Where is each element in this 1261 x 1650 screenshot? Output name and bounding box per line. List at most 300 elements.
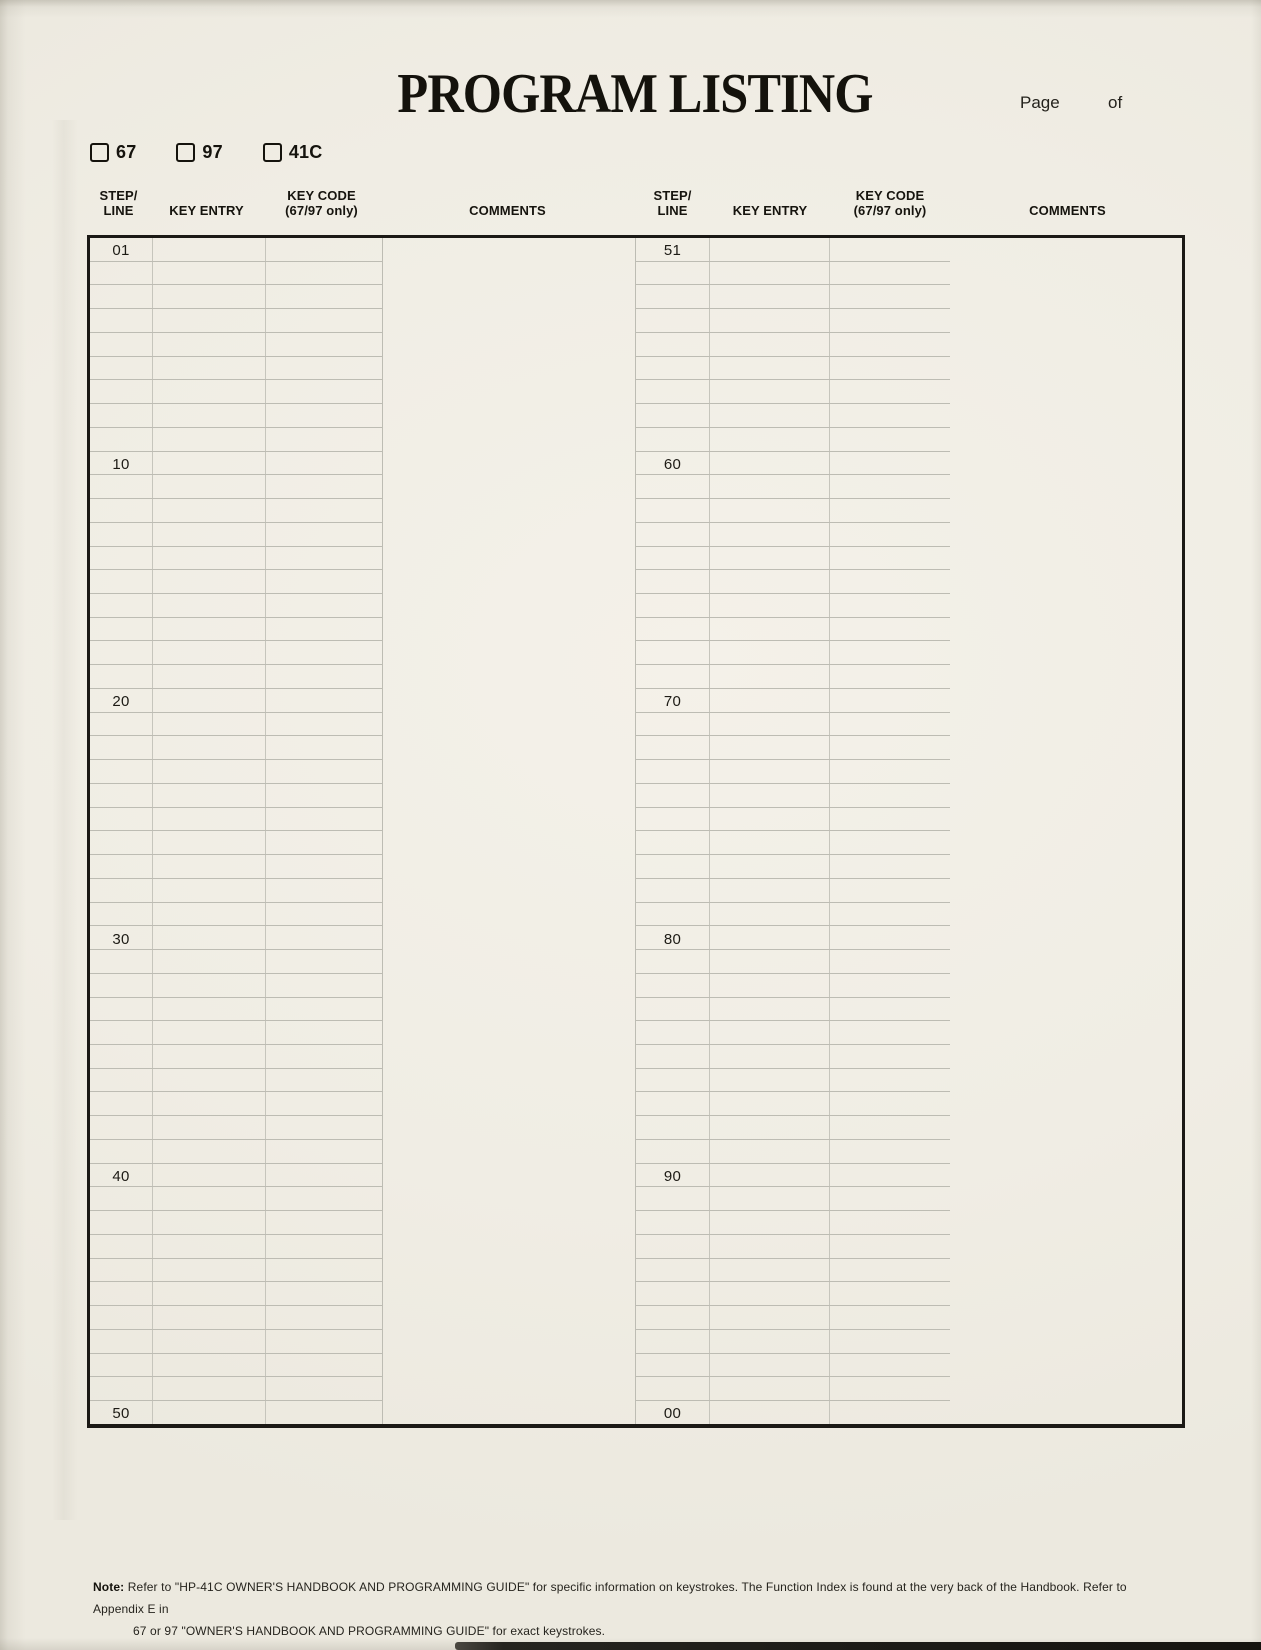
key-entry-cell[interactable] <box>153 1187 266 1210</box>
step-cell[interactable] <box>90 1282 153 1305</box>
step-cell[interactable] <box>636 1235 710 1258</box>
key-entry-cell[interactable] <box>710 570 830 593</box>
key-code-cell[interactable] <box>266 618 383 641</box>
key-code-cell[interactable] <box>266 950 383 973</box>
key-entry-cell[interactable] <box>153 1306 266 1329</box>
step-cell[interactable] <box>90 1140 153 1163</box>
key-entry-cell[interactable] <box>153 1282 266 1305</box>
key-entry-cell[interactable] <box>710 1306 830 1329</box>
key-code-cell[interactable] <box>830 1021 950 1044</box>
key-code-cell[interactable] <box>266 1354 383 1377</box>
key-entry-cell[interactable] <box>710 523 830 546</box>
key-code-cell[interactable] <box>830 736 950 759</box>
step-cell[interactable] <box>636 903 710 926</box>
key-entry-cell[interactable] <box>153 1021 266 1044</box>
key-entry-cell[interactable] <box>710 831 830 854</box>
key-code-cell[interactable] <box>266 333 383 356</box>
key-entry-cell[interactable] <box>710 1259 830 1282</box>
key-entry-cell[interactable] <box>710 808 830 831</box>
key-code-cell[interactable] <box>830 285 950 308</box>
key-entry-cell[interactable] <box>710 1330 830 1353</box>
key-entry-cell[interactable] <box>153 618 266 641</box>
step-number[interactable]: 20 <box>90 689 153 712</box>
key-code-cell[interactable] <box>830 1045 950 1068</box>
key-code-cell[interactable] <box>830 428 950 451</box>
key-entry-cell[interactable] <box>153 499 266 522</box>
step-cell[interactable] <box>90 974 153 997</box>
key-entry-cell[interactable] <box>153 974 266 997</box>
key-code-cell[interactable] <box>830 333 950 356</box>
key-entry-cell[interactable] <box>153 357 266 380</box>
key-entry-cell[interactable] <box>710 1187 830 1210</box>
step-cell[interactable] <box>636 594 710 617</box>
step-cell[interactable] <box>636 665 710 688</box>
key-entry-cell[interactable] <box>710 736 830 759</box>
key-entry-cell[interactable] <box>153 1377 266 1400</box>
step-cell[interactable] <box>636 736 710 759</box>
key-entry-cell[interactable] <box>710 974 830 997</box>
step-cell[interactable] <box>636 950 710 973</box>
key-entry-cell[interactable] <box>710 713 830 736</box>
step-cell[interactable] <box>636 1187 710 1210</box>
key-entry-cell[interactable] <box>153 1354 266 1377</box>
key-entry-cell[interactable] <box>153 1045 266 1068</box>
step-cell[interactable] <box>636 499 710 522</box>
key-code-cell[interactable] <box>830 452 950 475</box>
key-entry-cell[interactable] <box>710 618 830 641</box>
key-entry-cell[interactable] <box>710 1116 830 1139</box>
key-entry-cell[interactable] <box>153 1259 266 1282</box>
step-number[interactable]: 51 <box>636 238 710 261</box>
step-cell[interactable] <box>90 380 153 403</box>
key-entry-cell[interactable] <box>153 262 266 285</box>
key-code-cell[interactable] <box>266 309 383 332</box>
key-entry-cell[interactable] <box>710 641 830 664</box>
step-cell[interactable] <box>636 475 710 498</box>
key-code-cell[interactable] <box>266 475 383 498</box>
key-code-cell[interactable] <box>830 998 950 1021</box>
key-code-cell[interactable] <box>830 926 950 949</box>
key-code-cell[interactable] <box>830 1330 950 1353</box>
key-code-cell[interactable] <box>266 1306 383 1329</box>
key-entry-cell[interactable] <box>153 713 266 736</box>
key-code-cell[interactable] <box>830 1069 950 1092</box>
key-code-cell[interactable] <box>266 689 383 712</box>
step-cell[interactable] <box>90 499 153 522</box>
key-code-cell[interactable] <box>830 262 950 285</box>
key-entry-cell[interactable] <box>710 1282 830 1305</box>
key-code-cell[interactable] <box>266 831 383 854</box>
key-entry-cell[interactable] <box>153 808 266 831</box>
key-code-cell[interactable] <box>830 1401 950 1424</box>
step-cell[interactable] <box>90 357 153 380</box>
key-entry-cell[interactable] <box>153 547 266 570</box>
step-number[interactable]: 30 <box>90 926 153 949</box>
key-code-cell[interactable] <box>830 1211 950 1234</box>
step-cell[interactable] <box>636 404 710 427</box>
key-entry-cell[interactable] <box>153 641 266 664</box>
key-code-cell[interactable] <box>266 926 383 949</box>
step-number[interactable]: 50 <box>90 1401 153 1424</box>
step-cell[interactable] <box>636 1330 710 1353</box>
key-code-cell[interactable] <box>830 1306 950 1329</box>
key-entry-cell[interactable] <box>153 1092 266 1115</box>
key-entry-cell[interactable] <box>153 428 266 451</box>
checkbox-41c[interactable] <box>263 142 323 163</box>
key-code-cell[interactable] <box>266 1187 383 1210</box>
step-cell[interactable] <box>636 1377 710 1400</box>
key-code-cell[interactable] <box>266 879 383 902</box>
key-entry-cell[interactable] <box>153 1211 266 1234</box>
key-code-cell[interactable] <box>830 1377 950 1400</box>
key-entry-cell[interactable] <box>153 570 266 593</box>
step-cell[interactable] <box>636 641 710 664</box>
step-cell[interactable] <box>636 618 710 641</box>
key-code-cell[interactable] <box>266 357 383 380</box>
key-code-cell[interactable] <box>830 689 950 712</box>
key-entry-cell[interactable] <box>153 1401 266 1424</box>
step-cell[interactable] <box>90 1259 153 1282</box>
key-code-cell[interactable] <box>830 855 950 878</box>
step-cell[interactable] <box>636 285 710 308</box>
key-entry-cell[interactable] <box>710 855 830 878</box>
step-cell[interactable] <box>90 855 153 878</box>
key-entry-cell[interactable] <box>153 1140 266 1163</box>
key-code-cell[interactable] <box>830 238 950 261</box>
step-cell[interactable] <box>90 285 153 308</box>
step-cell[interactable] <box>90 1377 153 1400</box>
key-entry-cell[interactable] <box>710 926 830 949</box>
key-entry-cell[interactable] <box>153 380 266 403</box>
step-cell[interactable] <box>90 665 153 688</box>
step-cell[interactable] <box>636 808 710 831</box>
key-entry-cell[interactable] <box>153 831 266 854</box>
key-code-cell[interactable] <box>266 974 383 997</box>
step-cell[interactable] <box>90 1330 153 1353</box>
key-entry-cell[interactable] <box>710 1401 830 1424</box>
key-entry-cell[interactable] <box>710 547 830 570</box>
step-cell[interactable] <box>636 1306 710 1329</box>
key-entry-cell[interactable] <box>153 1164 266 1187</box>
key-entry-cell[interactable] <box>153 1330 266 1353</box>
key-entry-cell[interactable] <box>153 665 266 688</box>
step-cell[interactable] <box>636 380 710 403</box>
key-code-cell[interactable] <box>830 547 950 570</box>
key-code-cell[interactable] <box>266 855 383 878</box>
key-code-cell[interactable] <box>266 1259 383 1282</box>
key-code-cell[interactable] <box>830 499 950 522</box>
key-code-cell[interactable] <box>830 1164 950 1187</box>
step-cell[interactable] <box>90 1045 153 1068</box>
key-code-cell[interactable] <box>266 238 383 261</box>
checkbox-97[interactable] <box>176 142 222 163</box>
key-entry-cell[interactable] <box>710 475 830 498</box>
step-cell[interactable] <box>90 903 153 926</box>
key-entry-cell[interactable] <box>710 665 830 688</box>
key-entry-cell[interactable] <box>710 950 830 973</box>
step-cell[interactable] <box>90 1235 153 1258</box>
step-cell[interactable] <box>636 333 710 356</box>
key-entry-cell[interactable] <box>710 285 830 308</box>
key-entry-cell[interactable] <box>153 1235 266 1258</box>
key-code-cell[interactable] <box>830 1092 950 1115</box>
key-entry-cell[interactable] <box>710 1235 830 1258</box>
key-code-cell[interactable] <box>830 618 950 641</box>
step-cell[interactable] <box>636 1092 710 1115</box>
key-code-cell[interactable] <box>830 713 950 736</box>
checkbox-41c-box[interactable] <box>263 143 282 162</box>
comments-column-right[interactable] <box>950 238 1182 1424</box>
key-entry-cell[interactable] <box>710 404 830 427</box>
key-entry-cell[interactable] <box>710 784 830 807</box>
key-code-cell[interactable] <box>830 903 950 926</box>
key-entry-cell[interactable] <box>710 760 830 783</box>
key-code-cell[interactable] <box>830 1354 950 1377</box>
step-cell[interactable] <box>90 1211 153 1234</box>
step-cell[interactable] <box>90 784 153 807</box>
key-entry-cell[interactable] <box>153 238 266 261</box>
key-code-cell[interactable] <box>830 641 950 664</box>
key-entry-cell[interactable] <box>710 879 830 902</box>
step-cell[interactable] <box>90 1354 153 1377</box>
step-cell[interactable] <box>90 309 153 332</box>
key-entry-cell[interactable] <box>153 475 266 498</box>
key-entry-cell[interactable] <box>710 689 830 712</box>
key-entry-cell[interactable] <box>153 689 266 712</box>
key-code-cell[interactable] <box>266 1235 383 1258</box>
key-code-cell[interactable] <box>266 285 383 308</box>
key-entry-cell[interactable] <box>710 309 830 332</box>
key-entry-cell[interactable] <box>153 998 266 1021</box>
key-code-cell[interactable] <box>266 1140 383 1163</box>
step-cell[interactable] <box>90 1116 153 1139</box>
key-entry-cell[interactable] <box>710 1069 830 1092</box>
step-cell[interactable] <box>636 1045 710 1068</box>
step-cell[interactable] <box>90 618 153 641</box>
key-code-cell[interactable] <box>266 713 383 736</box>
key-code-cell[interactable] <box>266 736 383 759</box>
step-cell[interactable] <box>636 523 710 546</box>
key-code-cell[interactable] <box>266 547 383 570</box>
key-code-cell[interactable] <box>266 499 383 522</box>
key-code-cell[interactable] <box>830 1235 950 1258</box>
key-code-cell[interactable] <box>830 357 950 380</box>
key-entry-cell[interactable] <box>710 452 830 475</box>
key-code-cell[interactable] <box>830 1259 950 1282</box>
key-entry-cell[interactable] <box>153 903 266 926</box>
step-cell[interactable] <box>90 998 153 1021</box>
step-cell[interactable] <box>90 760 153 783</box>
step-cell[interactable] <box>90 879 153 902</box>
key-code-cell[interactable] <box>266 760 383 783</box>
key-code-cell[interactable] <box>830 1116 950 1139</box>
checkbox-97-box[interactable] <box>176 143 195 162</box>
key-entry-cell[interactable] <box>710 1164 830 1187</box>
step-number[interactable]: 70 <box>636 689 710 712</box>
key-code-cell[interactable] <box>266 784 383 807</box>
step-cell[interactable] <box>90 1187 153 1210</box>
step-cell[interactable] <box>636 1259 710 1282</box>
key-code-cell[interactable] <box>266 808 383 831</box>
step-cell[interactable] <box>636 784 710 807</box>
step-cell[interactable] <box>636 1211 710 1234</box>
step-number[interactable]: 80 <box>636 926 710 949</box>
step-cell[interactable] <box>90 404 153 427</box>
step-cell[interactable] <box>90 333 153 356</box>
step-number[interactable]: 10 <box>90 452 153 475</box>
step-cell[interactable] <box>636 879 710 902</box>
key-code-cell[interactable] <box>266 903 383 926</box>
key-entry-cell[interactable] <box>153 1069 266 1092</box>
key-entry-cell[interactable] <box>710 428 830 451</box>
key-entry-cell[interactable] <box>710 499 830 522</box>
key-code-cell[interactable] <box>830 475 950 498</box>
key-code-cell[interactable] <box>266 1092 383 1115</box>
key-code-cell[interactable] <box>830 380 950 403</box>
key-entry-cell[interactable] <box>710 594 830 617</box>
step-number[interactable]: 00 <box>636 1401 710 1424</box>
key-entry-cell[interactable] <box>710 357 830 380</box>
step-cell[interactable] <box>90 475 153 498</box>
key-code-cell[interactable] <box>266 262 383 285</box>
step-cell[interactable] <box>90 523 153 546</box>
key-code-cell[interactable] <box>266 1069 383 1092</box>
key-code-cell[interactable] <box>830 309 950 332</box>
key-entry-cell[interactable] <box>710 998 830 1021</box>
key-entry-cell[interactable] <box>153 309 266 332</box>
key-code-cell[interactable] <box>830 404 950 427</box>
step-cell[interactable] <box>90 547 153 570</box>
key-code-cell[interactable] <box>266 1021 383 1044</box>
step-cell[interactable] <box>636 1354 710 1377</box>
key-code-cell[interactable] <box>830 1187 950 1210</box>
key-entry-cell[interactable] <box>153 452 266 475</box>
step-cell[interactable] <box>636 1021 710 1044</box>
key-code-cell[interactable] <box>266 1330 383 1353</box>
key-code-cell[interactable] <box>830 950 950 973</box>
key-code-cell[interactable] <box>830 1140 950 1163</box>
key-code-cell[interactable] <box>266 1401 383 1424</box>
key-code-cell[interactable] <box>830 523 950 546</box>
key-entry-cell[interactable] <box>153 950 266 973</box>
step-cell[interactable] <box>636 1140 710 1163</box>
key-entry-cell[interactable] <box>153 855 266 878</box>
step-cell[interactable] <box>636 760 710 783</box>
key-entry-cell[interactable] <box>153 879 266 902</box>
key-entry-cell[interactable] <box>710 1021 830 1044</box>
key-code-cell[interactable] <box>266 404 383 427</box>
step-cell[interactable] <box>636 309 710 332</box>
key-code-cell[interactable] <box>830 784 950 807</box>
key-entry-cell[interactable] <box>710 1045 830 1068</box>
key-code-cell[interactable] <box>830 1282 950 1305</box>
step-number[interactable]: 40 <box>90 1164 153 1187</box>
key-code-cell[interactable] <box>266 1211 383 1234</box>
key-entry-cell[interactable] <box>153 784 266 807</box>
key-entry-cell[interactable] <box>710 1140 830 1163</box>
key-entry-cell[interactable] <box>710 380 830 403</box>
step-cell[interactable] <box>90 641 153 664</box>
step-cell[interactable] <box>636 1069 710 1092</box>
key-code-cell[interactable] <box>266 452 383 475</box>
key-entry-cell[interactable] <box>153 736 266 759</box>
key-code-cell[interactable] <box>830 879 950 902</box>
checkbox-67[interactable] <box>90 142 136 163</box>
key-code-cell[interactable] <box>266 380 383 403</box>
step-cell[interactable] <box>90 736 153 759</box>
key-code-cell[interactable] <box>266 428 383 451</box>
key-code-cell[interactable] <box>266 1116 383 1139</box>
key-entry-cell[interactable] <box>153 760 266 783</box>
key-entry-cell[interactable] <box>153 926 266 949</box>
key-code-cell[interactable] <box>266 665 383 688</box>
checkbox-67-box[interactable] <box>90 143 109 162</box>
key-code-cell[interactable] <box>266 998 383 1021</box>
step-cell[interactable] <box>90 713 153 736</box>
key-code-cell[interactable] <box>266 523 383 546</box>
step-cell[interactable] <box>636 357 710 380</box>
key-entry-cell[interactable] <box>153 1116 266 1139</box>
step-cell[interactable] <box>636 547 710 570</box>
key-code-cell[interactable] <box>830 665 950 688</box>
step-cell[interactable] <box>636 998 710 1021</box>
step-cell[interactable] <box>636 974 710 997</box>
key-entry-cell[interactable] <box>153 404 266 427</box>
key-entry-cell[interactable] <box>153 594 266 617</box>
key-entry-cell[interactable] <box>710 903 830 926</box>
step-cell[interactable] <box>90 262 153 285</box>
key-entry-cell[interactable] <box>153 523 266 546</box>
key-entry-cell[interactable] <box>710 1377 830 1400</box>
key-code-cell[interactable] <box>266 1282 383 1305</box>
step-cell[interactable] <box>636 1116 710 1139</box>
key-code-cell[interactable] <box>266 641 383 664</box>
step-cell[interactable] <box>90 1069 153 1092</box>
key-code-cell[interactable] <box>830 760 950 783</box>
key-entry-cell[interactable] <box>710 262 830 285</box>
step-cell[interactable] <box>90 808 153 831</box>
step-cell[interactable] <box>636 570 710 593</box>
step-cell[interactable] <box>90 1092 153 1115</box>
step-cell[interactable] <box>90 594 153 617</box>
step-number[interactable]: 60 <box>636 452 710 475</box>
step-cell[interactable] <box>90 1021 153 1044</box>
key-code-cell[interactable] <box>830 594 950 617</box>
step-cell[interactable] <box>636 855 710 878</box>
key-code-cell[interactable] <box>266 594 383 617</box>
key-entry-cell[interactable] <box>710 238 830 261</box>
key-entry-cell[interactable] <box>153 333 266 356</box>
step-cell[interactable] <box>636 428 710 451</box>
comments-column-left[interactable] <box>383 238 635 1424</box>
key-code-cell[interactable] <box>830 570 950 593</box>
step-cell[interactable] <box>90 831 153 854</box>
step-cell[interactable] <box>636 1282 710 1305</box>
key-code-cell[interactable] <box>266 1164 383 1187</box>
step-cell[interactable] <box>90 570 153 593</box>
key-entry-cell[interactable] <box>710 1211 830 1234</box>
key-code-cell[interactable] <box>266 1377 383 1400</box>
key-code-cell[interactable] <box>830 831 950 854</box>
key-code-cell[interactable] <box>266 1045 383 1068</box>
step-cell[interactable] <box>90 950 153 973</box>
key-entry-cell[interactable] <box>710 1354 830 1377</box>
step-number[interactable]: 01 <box>90 238 153 261</box>
key-code-cell[interactable] <box>266 570 383 593</box>
step-cell[interactable] <box>90 428 153 451</box>
step-cell[interactable] <box>636 262 710 285</box>
key-entry-cell[interactable] <box>710 333 830 356</box>
